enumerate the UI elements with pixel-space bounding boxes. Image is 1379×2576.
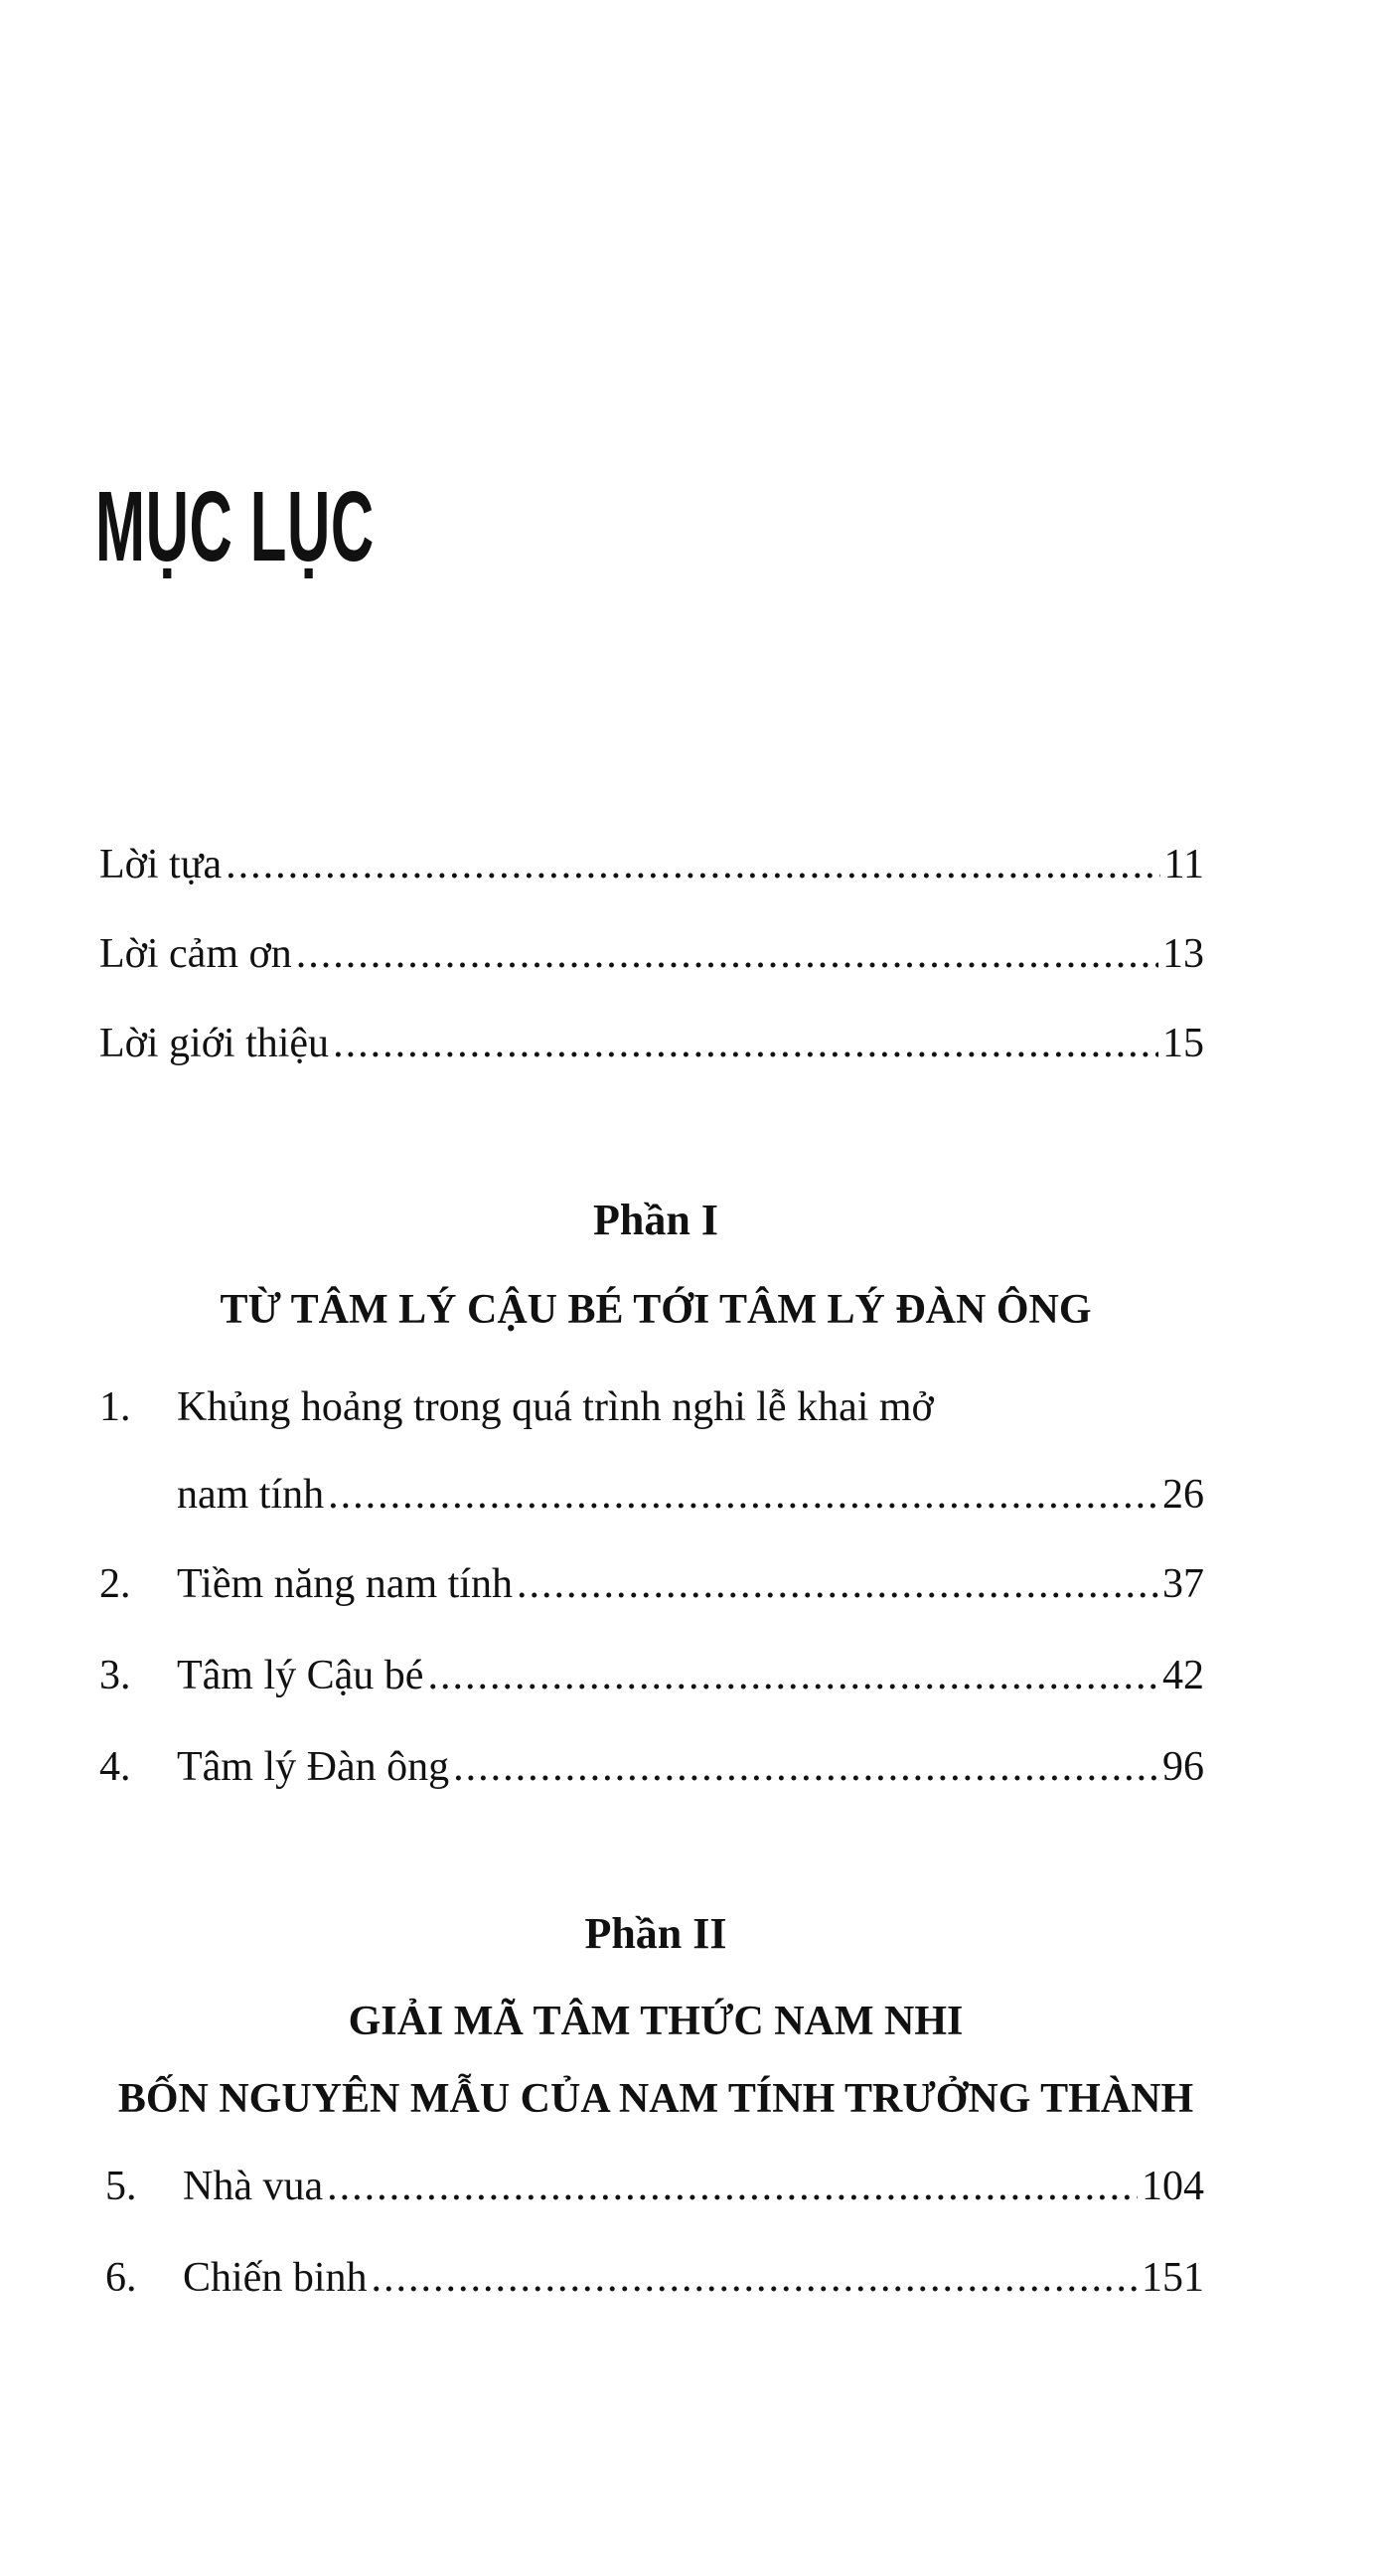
dot-leader xyxy=(517,1554,1158,1614)
toc-entry-loi-cam-on[interactable] xyxy=(99,924,1204,984)
toc-entry-chapter-6[interactable] xyxy=(183,2248,1204,2308)
dot-leader xyxy=(296,924,1158,984)
toc-entry-page: 11 xyxy=(1163,842,1204,887)
toc-entry-label: Lời giới thiệu xyxy=(99,1021,330,1066)
chapter-title: Tâm lý Cậu bé xyxy=(177,1653,424,1698)
part-subtitle: BỐN NGUYÊN MẪU CỦA NAM TÍNH TRƯỞNG THÀNH xyxy=(117,2076,1194,2122)
chapter-title: Nhà vua xyxy=(183,2164,324,2209)
toc-entry-chapter-5[interactable] xyxy=(183,2157,1204,2216)
dot-leader xyxy=(333,1014,1158,1073)
chapter-number: 3. xyxy=(99,1653,131,1698)
dot-leader xyxy=(328,1465,1158,1525)
chapter-number: 2. xyxy=(99,1561,131,1607)
toc-entry-loi-tua[interactable] xyxy=(99,835,1204,894)
chapter-title-continued: nam tính xyxy=(177,1472,325,1518)
toc-entry-page: 96 xyxy=(1162,1744,1204,1790)
part-title: TỪ TÂM LÝ CẬU BÉ TỚI TÂM LÝ ĐÀN ÔNG xyxy=(220,1287,1092,1333)
page-title: MỤC LỤC xyxy=(95,471,375,582)
toc-entry-page: 104 xyxy=(1142,2164,1204,2209)
dot-leader xyxy=(372,2248,1139,2308)
toc-entry-chapter-4[interactable] xyxy=(177,1737,1204,1797)
toc-entry-page: 37 xyxy=(1162,1561,1204,1607)
dot-leader xyxy=(327,2157,1138,2216)
dot-leader xyxy=(453,1737,1158,1797)
toc-entry-loi-gioi-thieu[interactable] xyxy=(99,1014,1204,1073)
part-label: Phần II xyxy=(584,1909,727,1958)
chapter-number: 1. xyxy=(99,1384,131,1430)
toc-entry-label: Lời tựa xyxy=(99,842,223,887)
part-title: GIẢI MÃ TÂM THỨC NAM NHI xyxy=(348,1999,964,2044)
chapter-number: 6. xyxy=(105,2255,137,2301)
toc-entry-chapter-1[interactable] xyxy=(177,1465,1204,1525)
toc-entry-page: 26 xyxy=(1162,1472,1204,1518)
dot-leader xyxy=(427,1646,1158,1705)
toc-entry-chapter-3[interactable] xyxy=(177,1646,1204,1705)
toc-entry-page: 15 xyxy=(1162,1021,1204,1066)
chapter-title: Tiềm năng nam tính xyxy=(177,1561,513,1607)
toc-entry-page: 42 xyxy=(1162,1653,1204,1698)
chapter-title: Tâm lý Đàn ông xyxy=(177,1744,450,1790)
toc-entry-page: 13 xyxy=(1162,931,1204,977)
toc-entry-page: 151 xyxy=(1142,2255,1204,2301)
chapter-number: 5. xyxy=(105,2164,137,2209)
chapter-title[interactable]: Khủng hoảng trong quá trình nghi lễ khai mở xyxy=(177,1384,934,1430)
toc-entry-chapter-2[interactable] xyxy=(177,1554,1204,1614)
chapter-title: Chiến binh xyxy=(183,2255,368,2301)
toc-entry-label: Lời cảm ơn xyxy=(99,931,292,977)
chapter-number: 4. xyxy=(99,1744,131,1790)
dot-leader xyxy=(226,835,1159,894)
part-label: Phần I xyxy=(593,1196,718,1244)
